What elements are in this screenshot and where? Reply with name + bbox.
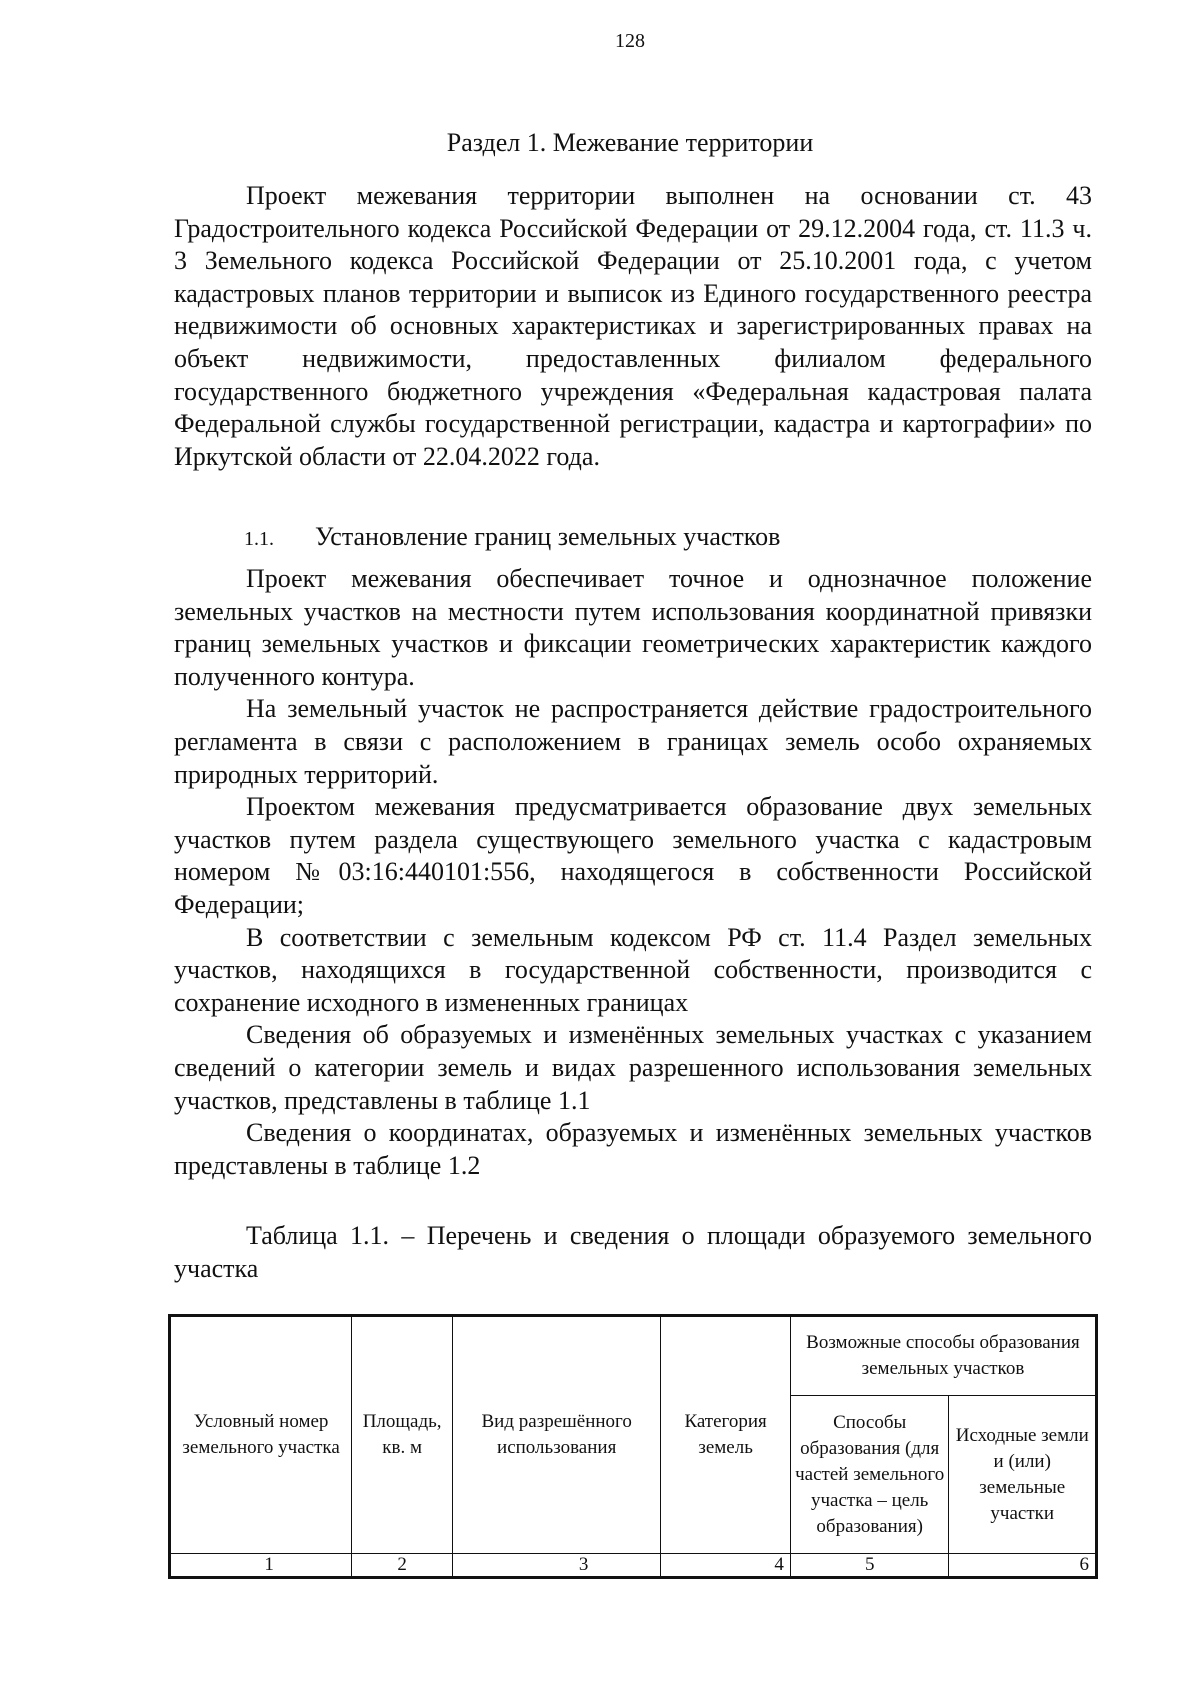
subsection-title: Установление границ земельных участков <box>315 522 781 551</box>
subsection-heading <box>244 521 1092 556</box>
section-title: Раздел 1. Межевание территории <box>446 128 814 157</box>
header-formation-methods: Способы образования (для частей земельного участка – цель образования) <box>790 1396 949 1554</box>
table-cell: 3 <box>453 1554 661 1578</box>
subsection-number: 1.1. <box>244 528 274 550</box>
paragraph: Сведения о координатах, образуемых и изменённых земельных участков представлены в таблице 1.2 <box>174 1118 1092 1180</box>
intro-paragraph: Проект межевания территории выполнен на основании ст. 43 Градостроительного кодекса Российской Федерации от 29.12.2004 года, ст. 11.3 ч. 3 Земельного кодекса Российской Федерации от 25.10.2001 года, с учетом кадастровых планов территории и выписок из Единого государственного реестра недвижимости об основных характеристиках и зарегистрированных правах на объект недвижимости, предоставленных филиалом федерального государственного бюджетного учреждения «Федеральная кадастровая палата Федеральной службы государственной регистрации, кадастра и картографии» по Иркутской области от 22.04.2022 года. <box>174 181 1092 471</box>
paragraph: В соответствии с земельным кодексом РФ ст. 11.4 Раздел земельных участков, находящихся в государственной собственности, производится с сохранение исходного в измененных границах <box>174 922 1092 1017</box>
table-cell: 5 <box>790 1554 949 1578</box>
header-permitted-use: Вид разрешённого использования <box>453 1316 661 1554</box>
table-cell: 4 <box>661 1554 791 1578</box>
header-land-category: Категория земель <box>661 1316 791 1554</box>
paragraph: Проект межевания обеспечивает точное и однозначное положение земельных участков на местности путем использования координатной привязки границ земельных участков и фиксации геометрических характеристик каждого полученного контура. <box>174 564 1092 691</box>
page-number: 128 <box>615 30 645 52</box>
header-formation-methods-group: Возможные способы образования земельных участков <box>790 1316 1096 1396</box>
table-cell: 6 <box>949 1554 1097 1578</box>
paragraph: Сведения об образуемых и изменённых земельных участках с указанием сведений о категории земель и видах разрешенного использования земельных участков, представлены в таблице 1.1 <box>174 1020 1092 1115</box>
header-area: Площадь, кв. м <box>352 1316 453 1554</box>
table-caption: Таблица 1.1. – Перечень и сведения о площади образуемого земельного участка <box>174 1221 1092 1283</box>
header-source-lands: Исходные земли и (или) земельные участки <box>949 1396 1097 1554</box>
header-conditional-number: Условный номер земельного участка <box>170 1316 352 1554</box>
table-cell: 2 <box>352 1554 453 1578</box>
table-cell: 1 <box>170 1554 352 1578</box>
table-row <box>170 1554 1097 1578</box>
table-header-row <box>170 1316 1097 1396</box>
body-paragraphs <box>174 563 1092 1182</box>
paragraph: Проектом межевания предусматривается образование двух земельных участков путем раздела существующего земельного участка с кадастровым номером №03:16:440101:556, находящегося в собственности Российской Федерации; <box>174 792 1092 919</box>
paragraph: На земельный участок не распространяется действие градостроительного регламента в связи с расположением в границах земель особо охраняемых природных территорий. <box>174 694 1092 789</box>
land-plot-table <box>168 1314 1098 1579</box>
